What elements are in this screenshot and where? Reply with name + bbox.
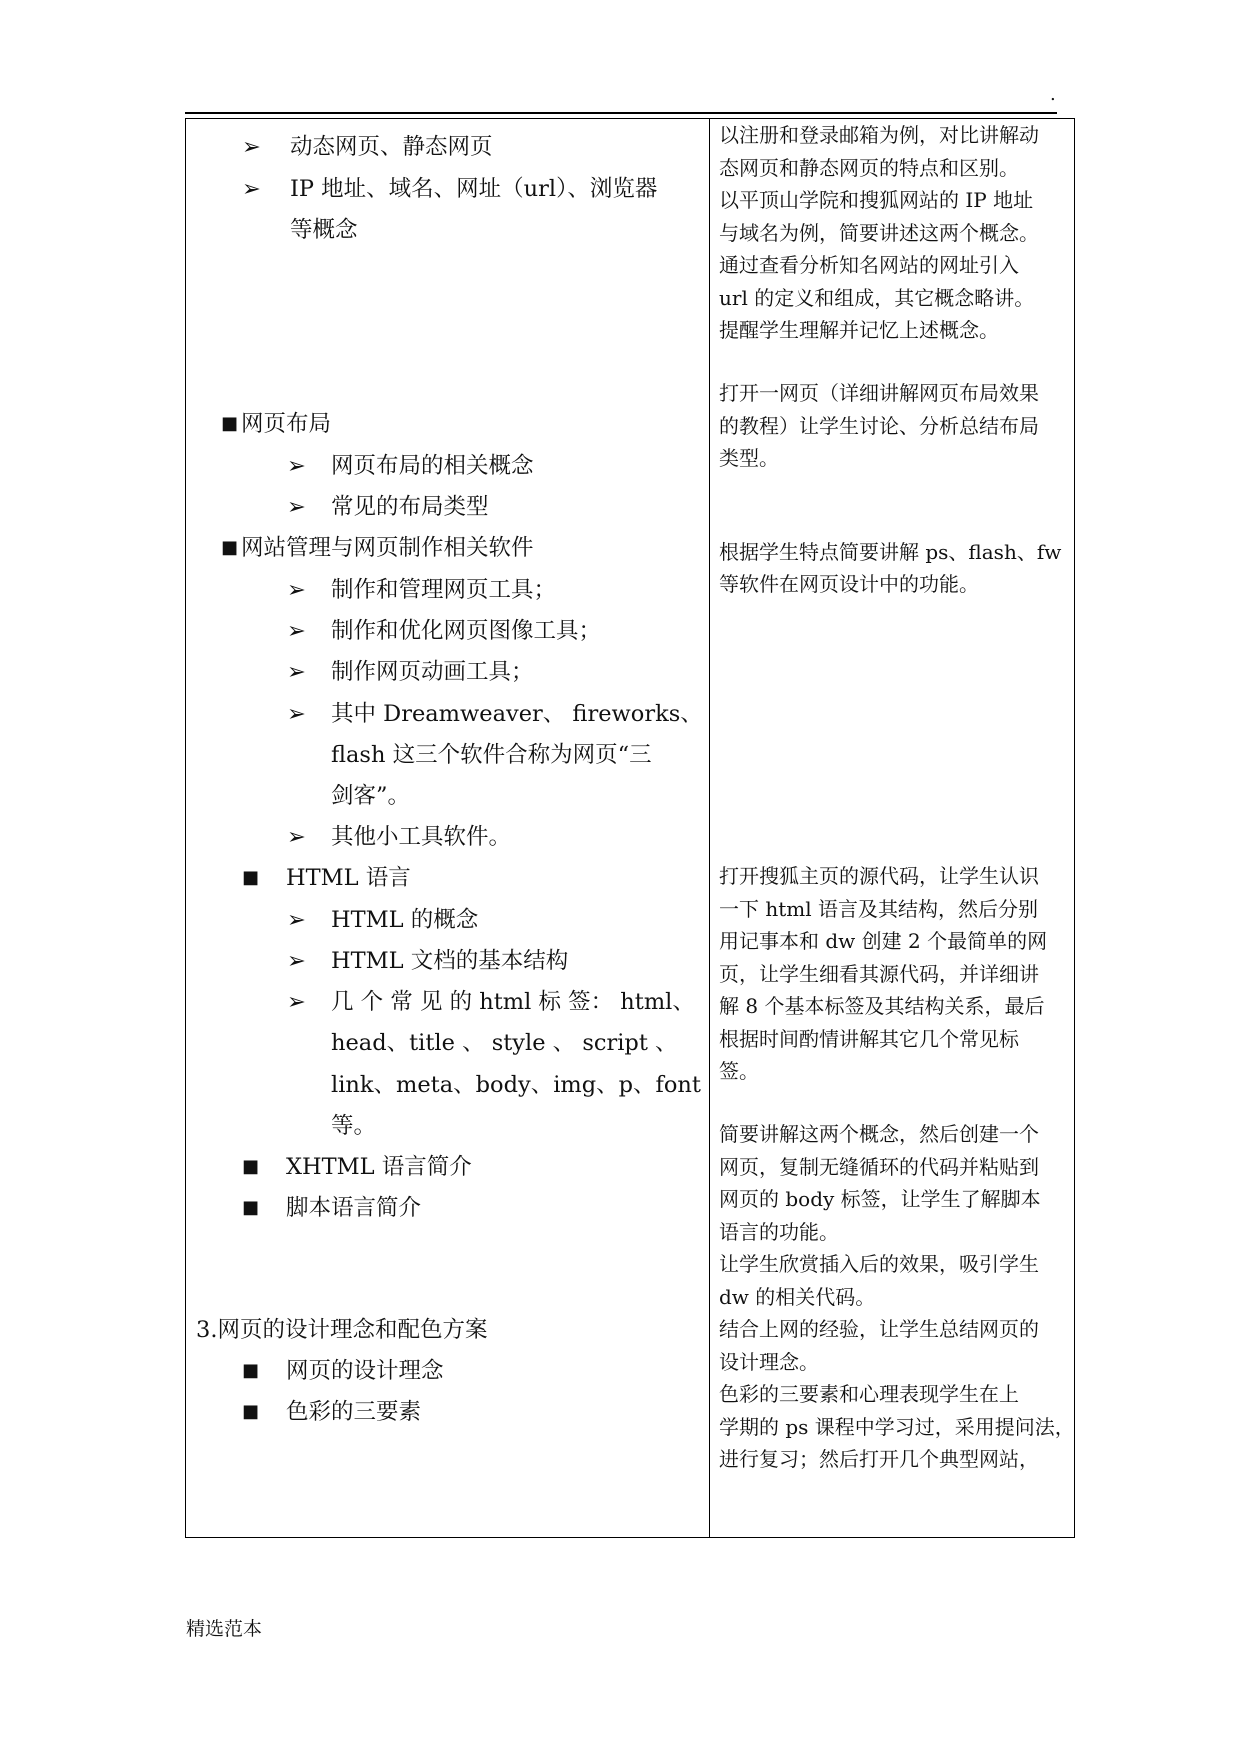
square-bullet-icon: ■ bbox=[242, 867, 260, 888]
square-bullet-icon: ■ bbox=[242, 1156, 260, 1177]
header-rule bbox=[185, 112, 1057, 114]
square-bullet-icon: ■ bbox=[242, 1360, 260, 1381]
note-line: 学期的 ps 课程中学习过，采用提问法， bbox=[719, 1415, 1075, 1439]
left-line: link、meta、body、img、p、font bbox=[331, 1072, 701, 1098]
note-line: 让学生欣赏插入后的效果，吸引学生 bbox=[719, 1252, 1039, 1276]
note-line: 与域名为例，简要讲述这两个概念。 bbox=[719, 221, 1039, 245]
square-bullet-icon: ■ bbox=[221, 537, 239, 558]
note-line: url 的定义和组成，其它概念略讲。 bbox=[719, 286, 1035, 310]
note-line: 一下 html 语言及其结构，然后分别 bbox=[719, 897, 1038, 921]
note-line: 页，让学生细看其源代码，并详细讲 bbox=[719, 962, 1039, 986]
note-line: 根据学生特点简要讲解 ps、flash、fw bbox=[719, 540, 1062, 564]
square-bullet-icon: ■ bbox=[242, 1401, 260, 1422]
note-line: 打开搜狐主页的源代码，让学生认识 bbox=[719, 864, 1039, 888]
arrow-bullet-icon: ➢ bbox=[287, 659, 306, 685]
note-line: 的教程）让学生讨论、分析总结布局 bbox=[719, 414, 1039, 438]
left-line: 等。 bbox=[331, 1113, 377, 1139]
arrow-bullet-icon: ➢ bbox=[242, 176, 261, 202]
left-line: head、title 、 style 、 script 、 bbox=[331, 1030, 678, 1056]
arrow-bullet-icon: ➢ bbox=[287, 948, 306, 974]
arrow-bullet-icon: ➢ bbox=[287, 701, 306, 727]
arrow-bullet-icon: ➢ bbox=[287, 453, 306, 479]
page-footer: 精选范本 bbox=[186, 1618, 263, 1640]
note-line: 色彩的三要素和心理表现学生在上 bbox=[719, 1382, 1019, 1406]
arrow-bullet-icon: ➢ bbox=[287, 824, 306, 850]
note-line: 根据时间酌情讲解其它几个常见标 bbox=[719, 1027, 1019, 1051]
left-line: flash 这三个软件合称为网页“三 bbox=[331, 742, 652, 768]
note-line: 提醒学生理解并记忆上述概念。 bbox=[719, 318, 999, 342]
left-line: 等概念 bbox=[290, 217, 358, 243]
note-line: dw 的相关代码。 bbox=[719, 1285, 876, 1309]
note-line: 语言的功能。 bbox=[719, 1220, 839, 1244]
arrow-bullet-icon: ➢ bbox=[287, 618, 306, 644]
note-line: 以平顶山学院和搜狐网站的 IP 地址 bbox=[719, 188, 1034, 212]
corner-mark: . bbox=[1050, 84, 1056, 105]
arrow-bullet-icon: ➢ bbox=[287, 577, 306, 603]
left-line: 剑客”。 bbox=[331, 783, 411, 809]
note-line: 设计理念。 bbox=[719, 1350, 819, 1374]
note-line: 结合上网的经验，让学生总结网页的 bbox=[719, 1317, 1039, 1341]
note-line: 类型。 bbox=[719, 446, 779, 470]
arrow-bullet-icon: ➢ bbox=[287, 494, 306, 520]
note-line: 签。 bbox=[719, 1059, 759, 1083]
note-line: 进行复习；然后打开几个典型网站， bbox=[719, 1447, 1039, 1471]
note-line: 打开一网页（详细讲解网页布局效果 bbox=[719, 381, 1039, 405]
note-line: 等软件在网页设计中的功能。 bbox=[719, 572, 979, 596]
note-line: 用记事本和 dw 创建 2 个最简单的网 bbox=[719, 929, 1048, 953]
column-divider bbox=[709, 119, 710, 1537]
note-line: 通过查看分析知名网站的网址引入 bbox=[719, 253, 1019, 277]
note-line: 简要讲解这两个概念，然后创建一个 bbox=[719, 1122, 1039, 1146]
square-bullet-icon: ■ bbox=[221, 413, 239, 434]
arrow-bullet-icon: ➢ bbox=[287, 989, 306, 1015]
arrow-bullet-icon: ➢ bbox=[287, 907, 306, 933]
section-heading: 3.网页的设计理念和配色方案 bbox=[196, 1317, 488, 1343]
note-line: 解 8 个基本标签及其结构关系，最后 bbox=[719, 994, 1045, 1018]
note-line: 态网页和静态网页的特点和区别。 bbox=[719, 156, 1019, 180]
lesson-table: ➢ 动态网页、静态网页 ➢ IP 地址、域名、网址（url）、浏览器 等概念 ■ 网页布局 ➢ 网页布局的相关概念 ➢ 常见的布局类型 ■ 网站管理与网页制作相关软件 ➢ 制作和管理网页工具； ➢ 制作和优化网页图像工具； ➢ 制作网页动画工具； ➢ 其中 Dreamweaver、 fireworks、 flash 这三个软件合称为网页“三 剑客”。 ➢ 其他小工具软件。 ■ HTML 语言 ➢ HTML 的概念 ➢ HTML 文档的基本结构 ➢ 几 个 常 见 的 html 标 签： html、 head、title 、 style 、 script 、 link、meta、body、img、p、font 等。 ■ XHTML 语言简介 ■ 脚本语言简介 3.网页的设计理念和配色方案 ■ 网页的设计理念 ■ 色彩的三要素 以注册和登录邮箱为例，对比讲解动 态网页和静态网页的特点和区别。 以平顶山学院和搜狐网站的 IP 地址 与域名为例，简要讲述这两个概念。 通过查看分析知名网站的网址引入 url 的定义和组成，其它概念略讲。 提醒学生理解并记忆上述概念。 打开一网页（详细讲解网页布局效果 的教程）让学生讨论、分析总结布局 类型。 根据学生特点简要讲解 ps、flash、fw 等软件在网页设计中的功能。 打开搜狐主页的源代码，让学生认识 一下 html 语言及其结构，然后分别 用记事本和 dw 创建 2 个最简单的网 页，让学生细看其源代码，并详细讲 解 8 个基本标签及其结构关系，最后 根据时间酌情讲解其它几个常见标 签。 简要讲解这两个概念，然后创建一个 网页，复制无缝循环的代码并粘贴到 网页的 body 标签，让学生了解脚本 语言的功能。 让学生欣赏插入后的效果，吸引学生 dw 的相关代码。 结合上网的经验，让学生总结网页的 设计理念。 色彩的三要素和心理表现学生在上 学期的 ps 课程中学习过，采用提问法， 进行复习；然后打开几个典型网站， bbox=[185, 118, 1075, 1538]
square-bullet-icon: ■ bbox=[242, 1197, 260, 1218]
arrow-bullet-icon: ➢ bbox=[242, 134, 261, 160]
note-line: 以注册和登录邮箱为例，对比讲解动 bbox=[719, 123, 1039, 147]
note-line: 网页，复制无缝循环的代码并粘贴到 bbox=[719, 1155, 1039, 1179]
note-line: 网页的 body 标签，让学生了解脚本 bbox=[719, 1187, 1041, 1211]
